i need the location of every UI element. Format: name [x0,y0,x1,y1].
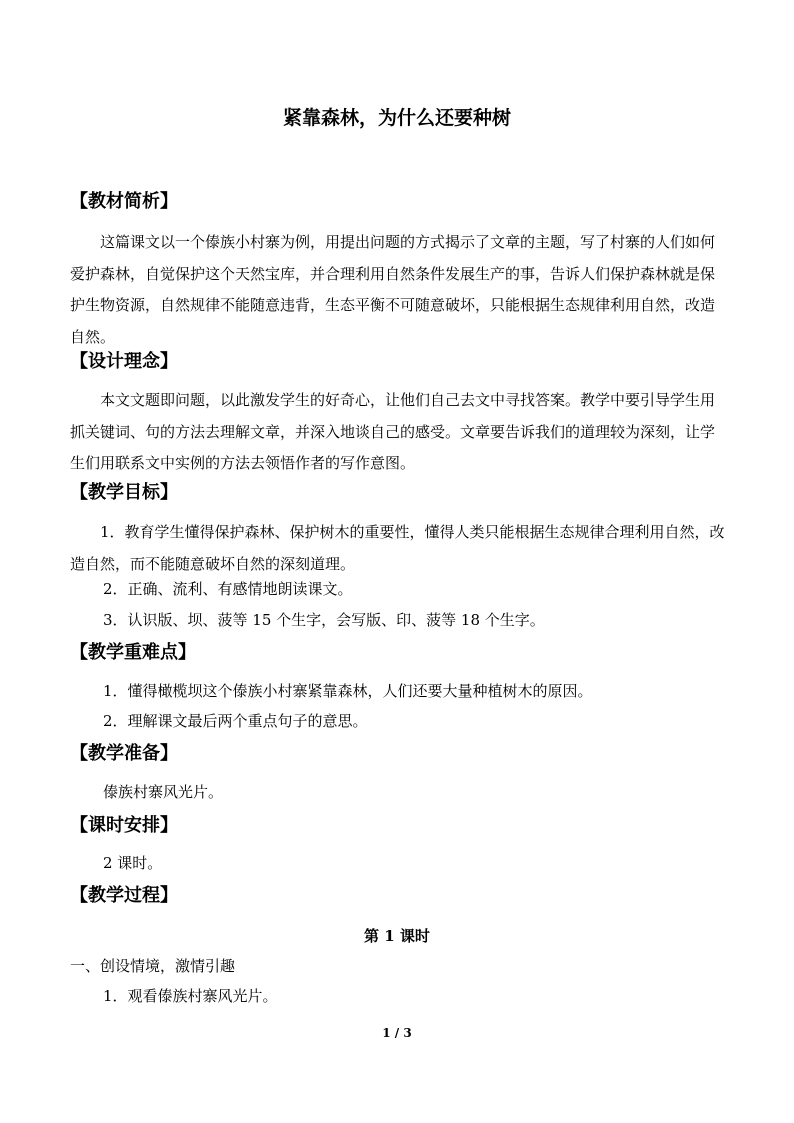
goals-item-1: 1．教育学生懂得保护森林、保护树木的重要性，懂得人类只能根据生态规律合理利用自然，改造自然，而不能随意破坏自然的深刻道理。 [70,523,725,573]
goals-item-2: 2．正确、流利、有感情地朗读课文。 [103,580,353,598]
section-heading-prep: 【教学准备】 [70,743,178,764]
section-heading-concept: 【设计理念】 [70,351,178,372]
section-heading-analysis: 【教材简析】 [70,191,178,212]
keypoints-item-1: 1．懂得橄榄坝这个傣族小村寨紧靠森林，人们还要大量种植树木的原因。 [103,682,593,700]
page-number: 1 / 3 [382,1026,412,1040]
section-heading-schedule: 【课时安排】 [70,815,178,836]
concept-paragraph: 本文文题即问题，以此激发学生的好奇心，让他们自己去文中寻找答案。教学中要引导学生用抓关键词、句的方法去理解文章，并深入地谈自己的感受。文章要告诉我们的道理较为深刻，让学生们用联系文中实例的方法去领悟作者的写作意图。 [70,391,716,472]
process-step-1: 一、创设情境，激情引趣 [70,957,236,975]
goals-item-3: 3．认识版、坝、菠等 15 个生字，会写版、印、菠等 18 个生字。 [103,611,545,629]
prep-text: 傣族村寨风光片。 [103,783,224,801]
section-heading-goals: 【教学目标】 [70,482,178,503]
section-heading-process: 【教学过程】 [70,885,178,906]
schedule-text: 2 课时。 [103,854,163,872]
document-title: 紧靠森林，为什么还要种树 [282,107,511,129]
keypoints-item-2: 2．理解课文最后两个重点句子的意思。 [103,712,368,730]
process-step-1-item-1: 1．观看傣族村寨风光片。 [103,987,278,1005]
section-heading-keypoints: 【教学重难点】 [70,642,196,663]
lesson-title: 第 1 课时 [364,927,430,945]
analysis-paragraph: 这篇课文以一个傣族小村寨为例，用提出问题的方式揭示了文章的主题，写了村寨的人们如何爱护森林，自觉保护这个天然宝库，并合理利用自然条件发展生产的事，告诉人们保护森林就是保护生物资源，自然规律不能随意违背，生态平衡不可随意破坏，只能根据生态规律利用自然，改造自然。 [70,233,716,346]
